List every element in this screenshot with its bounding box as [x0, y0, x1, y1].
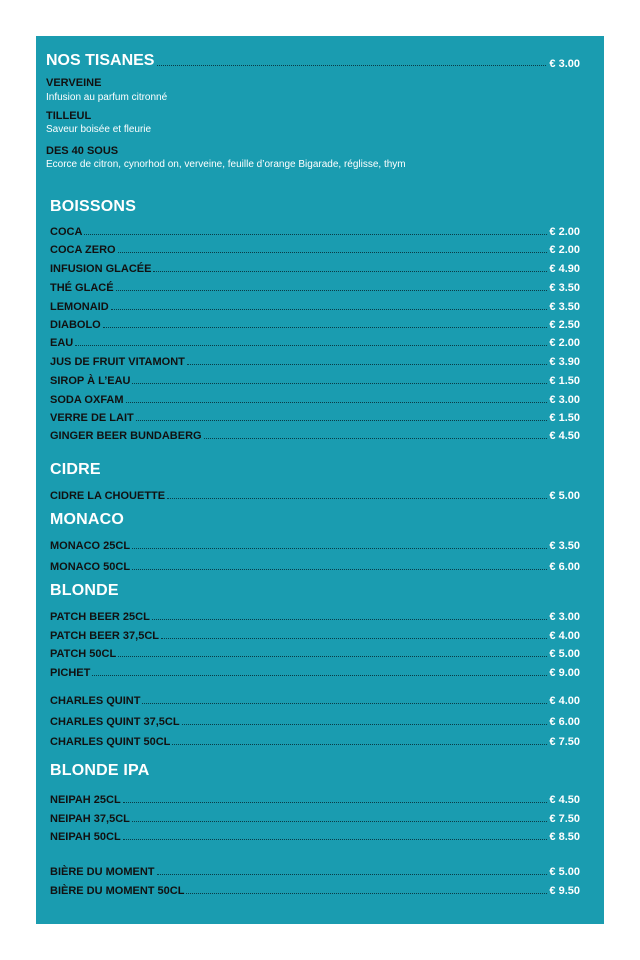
leader-dots	[172, 744, 547, 745]
item-name: PICHET	[50, 667, 91, 679]
item-name: MONACO 25CL	[50, 540, 131, 552]
item-name: SIROP À L’EAU	[50, 375, 131, 387]
item-price: € 2.00	[549, 337, 580, 349]
menu-row	[50, 426, 580, 442]
leader-dots	[118, 656, 547, 657]
tisanes-title: NOS TISANES	[46, 52, 155, 69]
item-price: € 5.00	[549, 648, 580, 660]
item-price: € 3.00	[549, 394, 580, 406]
menu-row	[50, 790, 580, 806]
leader-dots	[126, 402, 548, 403]
tisanes-header	[46, 50, 580, 70]
menu-row	[50, 827, 580, 843]
leader-dots	[161, 638, 547, 639]
item-price: € 7.50	[549, 813, 580, 825]
menu-row	[50, 862, 580, 878]
menu-row	[50, 626, 580, 642]
menu-row	[50, 408, 580, 424]
section-title-cidre: CIDRE	[50, 461, 101, 478]
item-name: NEIPAH 37,5CL	[50, 813, 130, 825]
item-price: € 5.00	[549, 866, 580, 878]
item-name: GINGER BEER BUNDABERG	[50, 430, 202, 442]
item-price: € 4.50	[549, 430, 580, 442]
item-price: € 3.50	[549, 301, 580, 313]
tisane-name: VERVEINE	[46, 77, 102, 89]
tisane-desc: Infusion au parfum citronné	[46, 92, 168, 103]
item-price: € 4.50	[549, 794, 580, 806]
menu-row	[50, 222, 580, 238]
item-price: € 9.00	[549, 667, 580, 679]
item-price: € 1.50	[549, 375, 580, 387]
leader-dots	[187, 364, 548, 365]
leader-dots	[182, 724, 548, 725]
item-name: PATCH BEER 37,5CL	[50, 630, 160, 642]
section-title-monaco: MONACO	[50, 511, 125, 528]
section-title-blonde-ipa: BLONDE IPA	[50, 762, 150, 779]
item-name: PATCH BEER 25CL	[50, 611, 150, 623]
item-price: € 9.50	[549, 885, 580, 897]
leader-dots	[204, 438, 548, 439]
item-price: € 2.00	[549, 244, 580, 256]
menu-row	[50, 240, 580, 256]
item-price: € 7.50	[549, 736, 580, 748]
item-price: € 1.50	[549, 412, 580, 424]
item-price: € 2.00	[549, 226, 580, 238]
item-name: NEIPAH 25CL	[50, 794, 121, 806]
leader-dots	[152, 619, 548, 620]
item-price: € 2.50	[549, 319, 580, 331]
item-name: BIÈRE DU MOMENT	[50, 866, 155, 878]
leader-dots	[132, 383, 547, 384]
leader-dots	[103, 327, 548, 328]
leader-dots	[157, 874, 548, 875]
tisane-name: DES 40 SOUS	[46, 145, 119, 157]
item-name: CHARLES QUINT 50CL	[50, 736, 171, 748]
item-name: THÉ GLACÉ	[50, 282, 114, 294]
leader-dots	[75, 345, 547, 346]
item-price: € 3.90	[549, 356, 580, 368]
item-price: € 5.00	[549, 490, 580, 502]
item-name: JUS DE FRUIT VITAMONT	[50, 356, 185, 368]
menu-row	[50, 352, 580, 368]
menu-row	[50, 278, 580, 294]
menu-row	[50, 315, 580, 331]
item-price: € 6.00	[549, 561, 580, 573]
menu-row	[50, 732, 580, 748]
leader-dots	[186, 893, 547, 894]
menu-row	[50, 390, 580, 406]
menu-row	[50, 259, 580, 275]
menu-row	[50, 297, 580, 313]
leader-dots	[84, 234, 547, 235]
item-price: € 3.50	[549, 540, 580, 552]
menu-row	[50, 644, 580, 660]
item-name: NEIPAH 50CL	[50, 831, 121, 843]
item-price: € 3.00	[549, 611, 580, 623]
leader-dots	[123, 802, 548, 803]
item-price: € 4.00	[549, 695, 580, 707]
menu-row	[50, 536, 580, 552]
section-title-blonde: BLONDE	[50, 582, 119, 599]
item-name: INFUSION GLACÉE	[50, 263, 152, 275]
tisane-desc: Ecorce de citron, cynorhod on, verveine, feuille d’orange Bigarade, réglisse, thym	[46, 159, 406, 170]
menu-row	[50, 663, 580, 679]
item-price: € 3.50	[549, 282, 580, 294]
menu-panel	[36, 36, 604, 924]
item-name: CHARLES QUINT	[50, 695, 141, 707]
leader-dots	[123, 839, 548, 840]
item-name: CHARLES QUINT 37,5CL	[50, 716, 180, 728]
menu-row	[50, 486, 580, 502]
section-title-boissons: BOISSONS	[50, 198, 137, 215]
item-name: PATCH 50CL	[50, 648, 117, 660]
item-price: € 4.00	[549, 630, 580, 642]
item-name: COCA	[50, 226, 83, 238]
leader-dots	[153, 271, 547, 272]
menu-row	[50, 712, 580, 728]
item-price: € 4.90	[549, 263, 580, 275]
leader-dots	[136, 420, 548, 421]
menu-row	[50, 881, 580, 897]
leader-dots	[92, 675, 547, 676]
tisanes-price: € 3.00	[549, 58, 580, 70]
item-name: MONACO 50CL	[50, 561, 131, 573]
menu-row	[50, 333, 580, 349]
menu-row	[50, 371, 580, 387]
leader-dots	[132, 569, 547, 570]
item-name: SODA OXFAM	[50, 394, 124, 406]
leader-dots	[111, 309, 548, 310]
menu-row	[50, 691, 580, 707]
leader-dots	[157, 65, 546, 66]
leader-dots	[132, 821, 548, 822]
tisane-name: TILLEUL	[46, 110, 92, 122]
item-name: CIDRE LA CHOUETTE	[50, 490, 166, 502]
item-name: DIABOLO	[50, 319, 101, 331]
leader-dots	[132, 548, 547, 549]
item-price: € 8.50	[549, 831, 580, 843]
leader-dots	[167, 498, 547, 499]
menu-row	[50, 809, 580, 825]
item-name: BIÈRE DU MOMENT 50CL	[50, 885, 185, 897]
item-name: VERRE DE LAIT	[50, 412, 134, 424]
item-price: € 6.00	[549, 716, 580, 728]
menu-row	[50, 607, 580, 623]
item-name: COCA ZERO	[50, 244, 116, 256]
tisane-desc: Saveur boisée et fleurie	[46, 124, 152, 135]
item-name: EAU	[50, 337, 74, 349]
item-name: LEMONAID	[50, 301, 109, 313]
leader-dots	[118, 252, 548, 253]
leader-dots	[116, 290, 548, 291]
menu-row	[50, 557, 580, 573]
leader-dots	[142, 703, 547, 704]
